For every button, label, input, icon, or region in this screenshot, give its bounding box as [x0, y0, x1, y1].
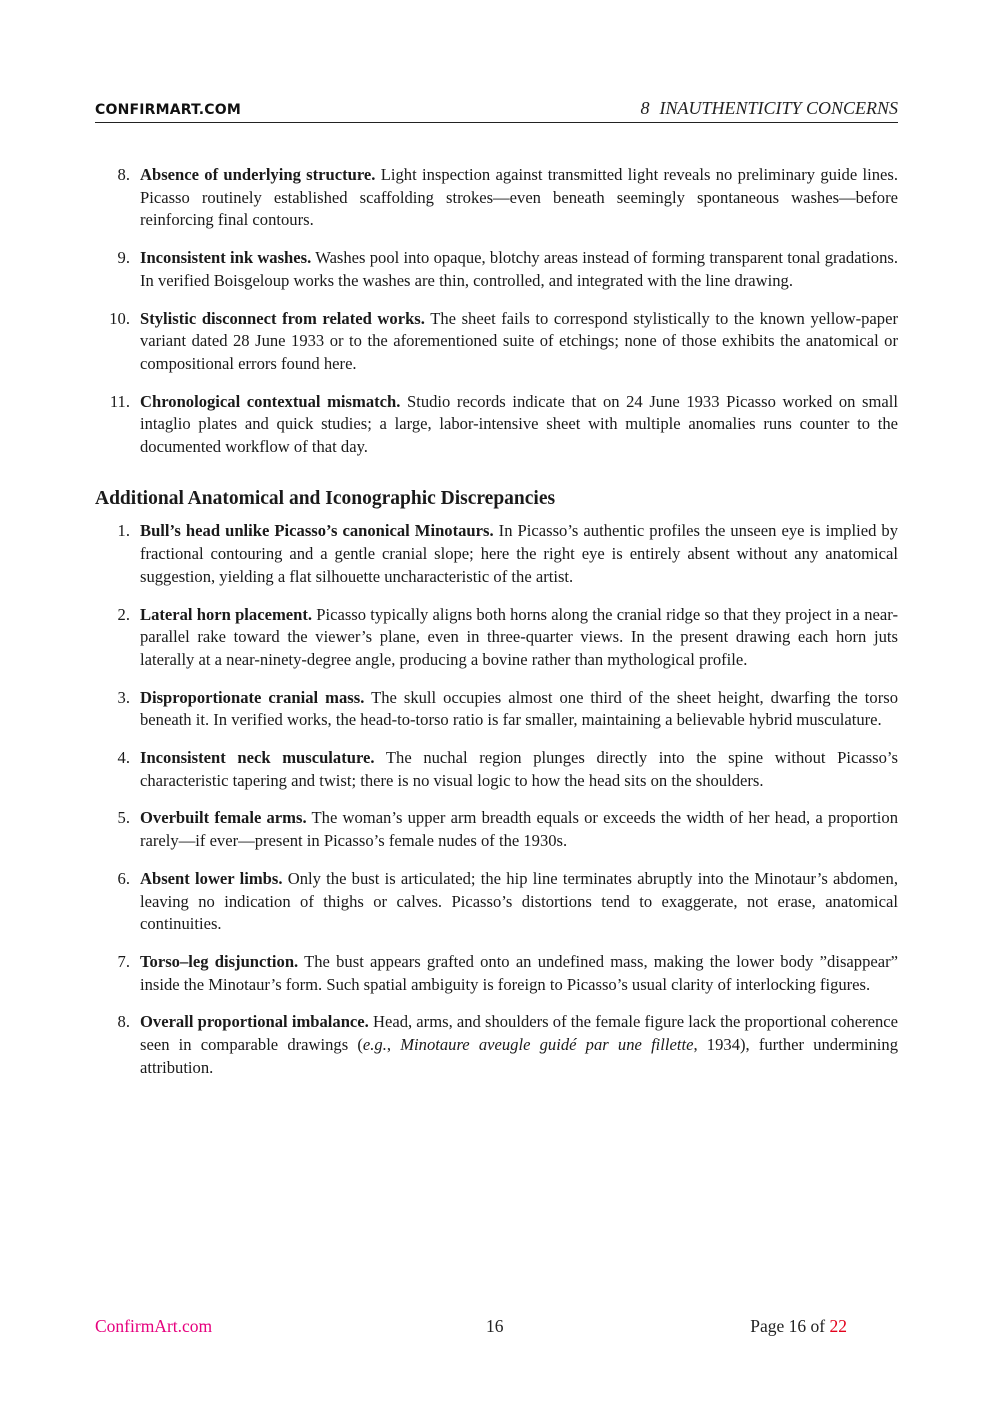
item-number: 11. [109, 391, 130, 411]
item-text: In Picasso’s authentic profiles the unseen eye is implied by fractional contouring and a gentle cranial slope; here the right eye is entirely absent without any anatomical suggestion, yielding a flat silhouette uncharacteristic of the artist. [140, 521, 899, 586]
footer-page-number: 16 [486, 1316, 504, 1336]
page-header [95, 96, 898, 123]
list-item [95, 1011, 898, 1079]
item-term: Absence of underlying structure. [140, 165, 376, 184]
item-text: Picasso typically aligns both horns along the cranial ridge so that they project in a near-parallel rake toward the viewer’s plane, even in three-quarter views. In the present drawing each horn juts laterally at a near-ninety-degree angle, producing a bovine rather than mythological profile. [140, 604, 899, 669]
item-number: 6. [117, 868, 130, 888]
list-item [95, 391, 898, 459]
item-number: 4. [117, 748, 130, 768]
item-term: Disproportionate cranial mass. [140, 687, 365, 707]
item-term: Inconsistent neck musculature. [140, 748, 375, 768]
item-term: Overbuilt female arms. [140, 808, 307, 828]
item-number: 10. [109, 308, 130, 328]
item-text: The sheet fails to correspond stylistically to the known yellow-paper variant dated 28 June 1933 or to the aforementioned suite of etchings; none of those exhibits the anatomical or compositional errors found here. [140, 308, 898, 373]
discrepancies-list [95, 520, 898, 1079]
list-item [95, 520, 898, 588]
list-item [95, 164, 898, 232]
page-footer [95, 1316, 898, 1338]
item-text: The bust appears grafted onto an undefined mass, making the lower body ”disappear” inside the Minotaur’s form. Such spatial ambiguity is foreign to Picasso’s usual clarity of interlocking figures. [140, 951, 898, 994]
footer-page-of [750, 1316, 847, 1337]
item-term: Lateral horn placement. [140, 604, 313, 624]
eg-abbreviation: e.g. [362, 1035, 387, 1055]
item-text: The skull occupies almost one third of the sheet height, dwarfing the torso beneath it. In verified works, the head-to-torso ratio is far smaller, maintaining a believable hybrid musculature. [140, 687, 898, 730]
list-item [95, 747, 898, 792]
list-item [95, 604, 898, 672]
list-item [95, 687, 898, 732]
concerns-list-continued [95, 164, 898, 459]
item-text: Studio records indicate that on 24 June 1933 Picasso worked on small intaglio plates and quick studies; a large, labor-intensive sheet with multiple anomalies runs counter to the documented workflow of that day. [140, 391, 898, 457]
item-term: Chronological contextual mismatch. [140, 391, 401, 411]
item-number: 7. [117, 951, 130, 971]
list-item [95, 308, 898, 376]
item-number: 8. [117, 1012, 130, 1032]
item-term: Overall proportional imbalance. [140, 1012, 369, 1032]
list-item [95, 807, 898, 852]
section-title-text: INAUTHENTICITY CONCERNS [659, 98, 898, 118]
list-item [95, 247, 898, 292]
item-text: Light inspection against transmitted light reveals no preliminary guide lines. Picasso routinely established scaffolding strokes—even beneath seemingly spontaneous washes—before reinforcing final contours. [140, 165, 899, 230]
total-pages-link[interactable]: 22 [829, 1316, 847, 1336]
item-number: 8. [117, 165, 130, 184]
item-text: Only the bust is articulated; the hip line terminates abruptly into the Minotaur’s abdomen, leaving no indication of thighs or calves. Picasso’s distortions tend to exaggerate, not erase, anatomical continuities. [140, 868, 898, 934]
item-term: Inconsistent ink washes. [140, 248, 312, 268]
item-number: 9. [117, 248, 130, 268]
footer-site-link[interactable]: ConfirmArt.com [95, 1316, 213, 1336]
running-section-title [640, 98, 898, 119]
item-term: Absent lower limbs. [140, 868, 283, 888]
item-text: The woman’s upper arm breadth equals or exceeds the width of her head, a proportion rarely—if ever—present in Picasso’s female nudes of the 1930s. [140, 808, 898, 851]
item-term: Bull’s head unlike Picasso’s canonical Minotaurs. [140, 521, 494, 541]
item-text: Washes pool into opaque, blotchy areas instead of forming transparent tonal gradations. In verified Boisgeloup works the washes are thin, controlled, and integrated with the line drawing. [140, 248, 898, 290]
item-text: Head, arms, and shoulders of the female figure lack the proportional coherence seen in comparable drawings ( [140, 1012, 898, 1055]
artwork-title: Minotaure aveugle guidé par une fillette [400, 1035, 694, 1055]
list-item [95, 868, 898, 936]
item-number: 1. [117, 521, 130, 541]
subsection-heading: Additional Anatomical and Iconographic Discrepancies [95, 487, 556, 509]
main-content [95, 164, 898, 1095]
item-text-end: , 1934), further undermining attribution. [140, 1035, 898, 1077]
item-number: 2. [117, 604, 130, 624]
item-term: Stylistic disconnect from related works. [140, 308, 425, 328]
item-number: 3. [117, 687, 130, 707]
item-term: Torso–leg disjunction. [140, 951, 299, 971]
comma-separator: , [386, 1035, 401, 1055]
section-number: 8 [640, 98, 650, 118]
item-text: The nuchal region plunges directly into the spine without Picasso’s characteristic tapering and twist; there is no visual logic to how the head sits on the shoulders. [140, 748, 898, 790]
page-of-text: Page 16 of [750, 1316, 830, 1336]
item-number: 5. [117, 808, 130, 828]
confirmart-logo: CONFIRMART.COM [95, 102, 242, 118]
list-item [95, 951, 898, 996]
